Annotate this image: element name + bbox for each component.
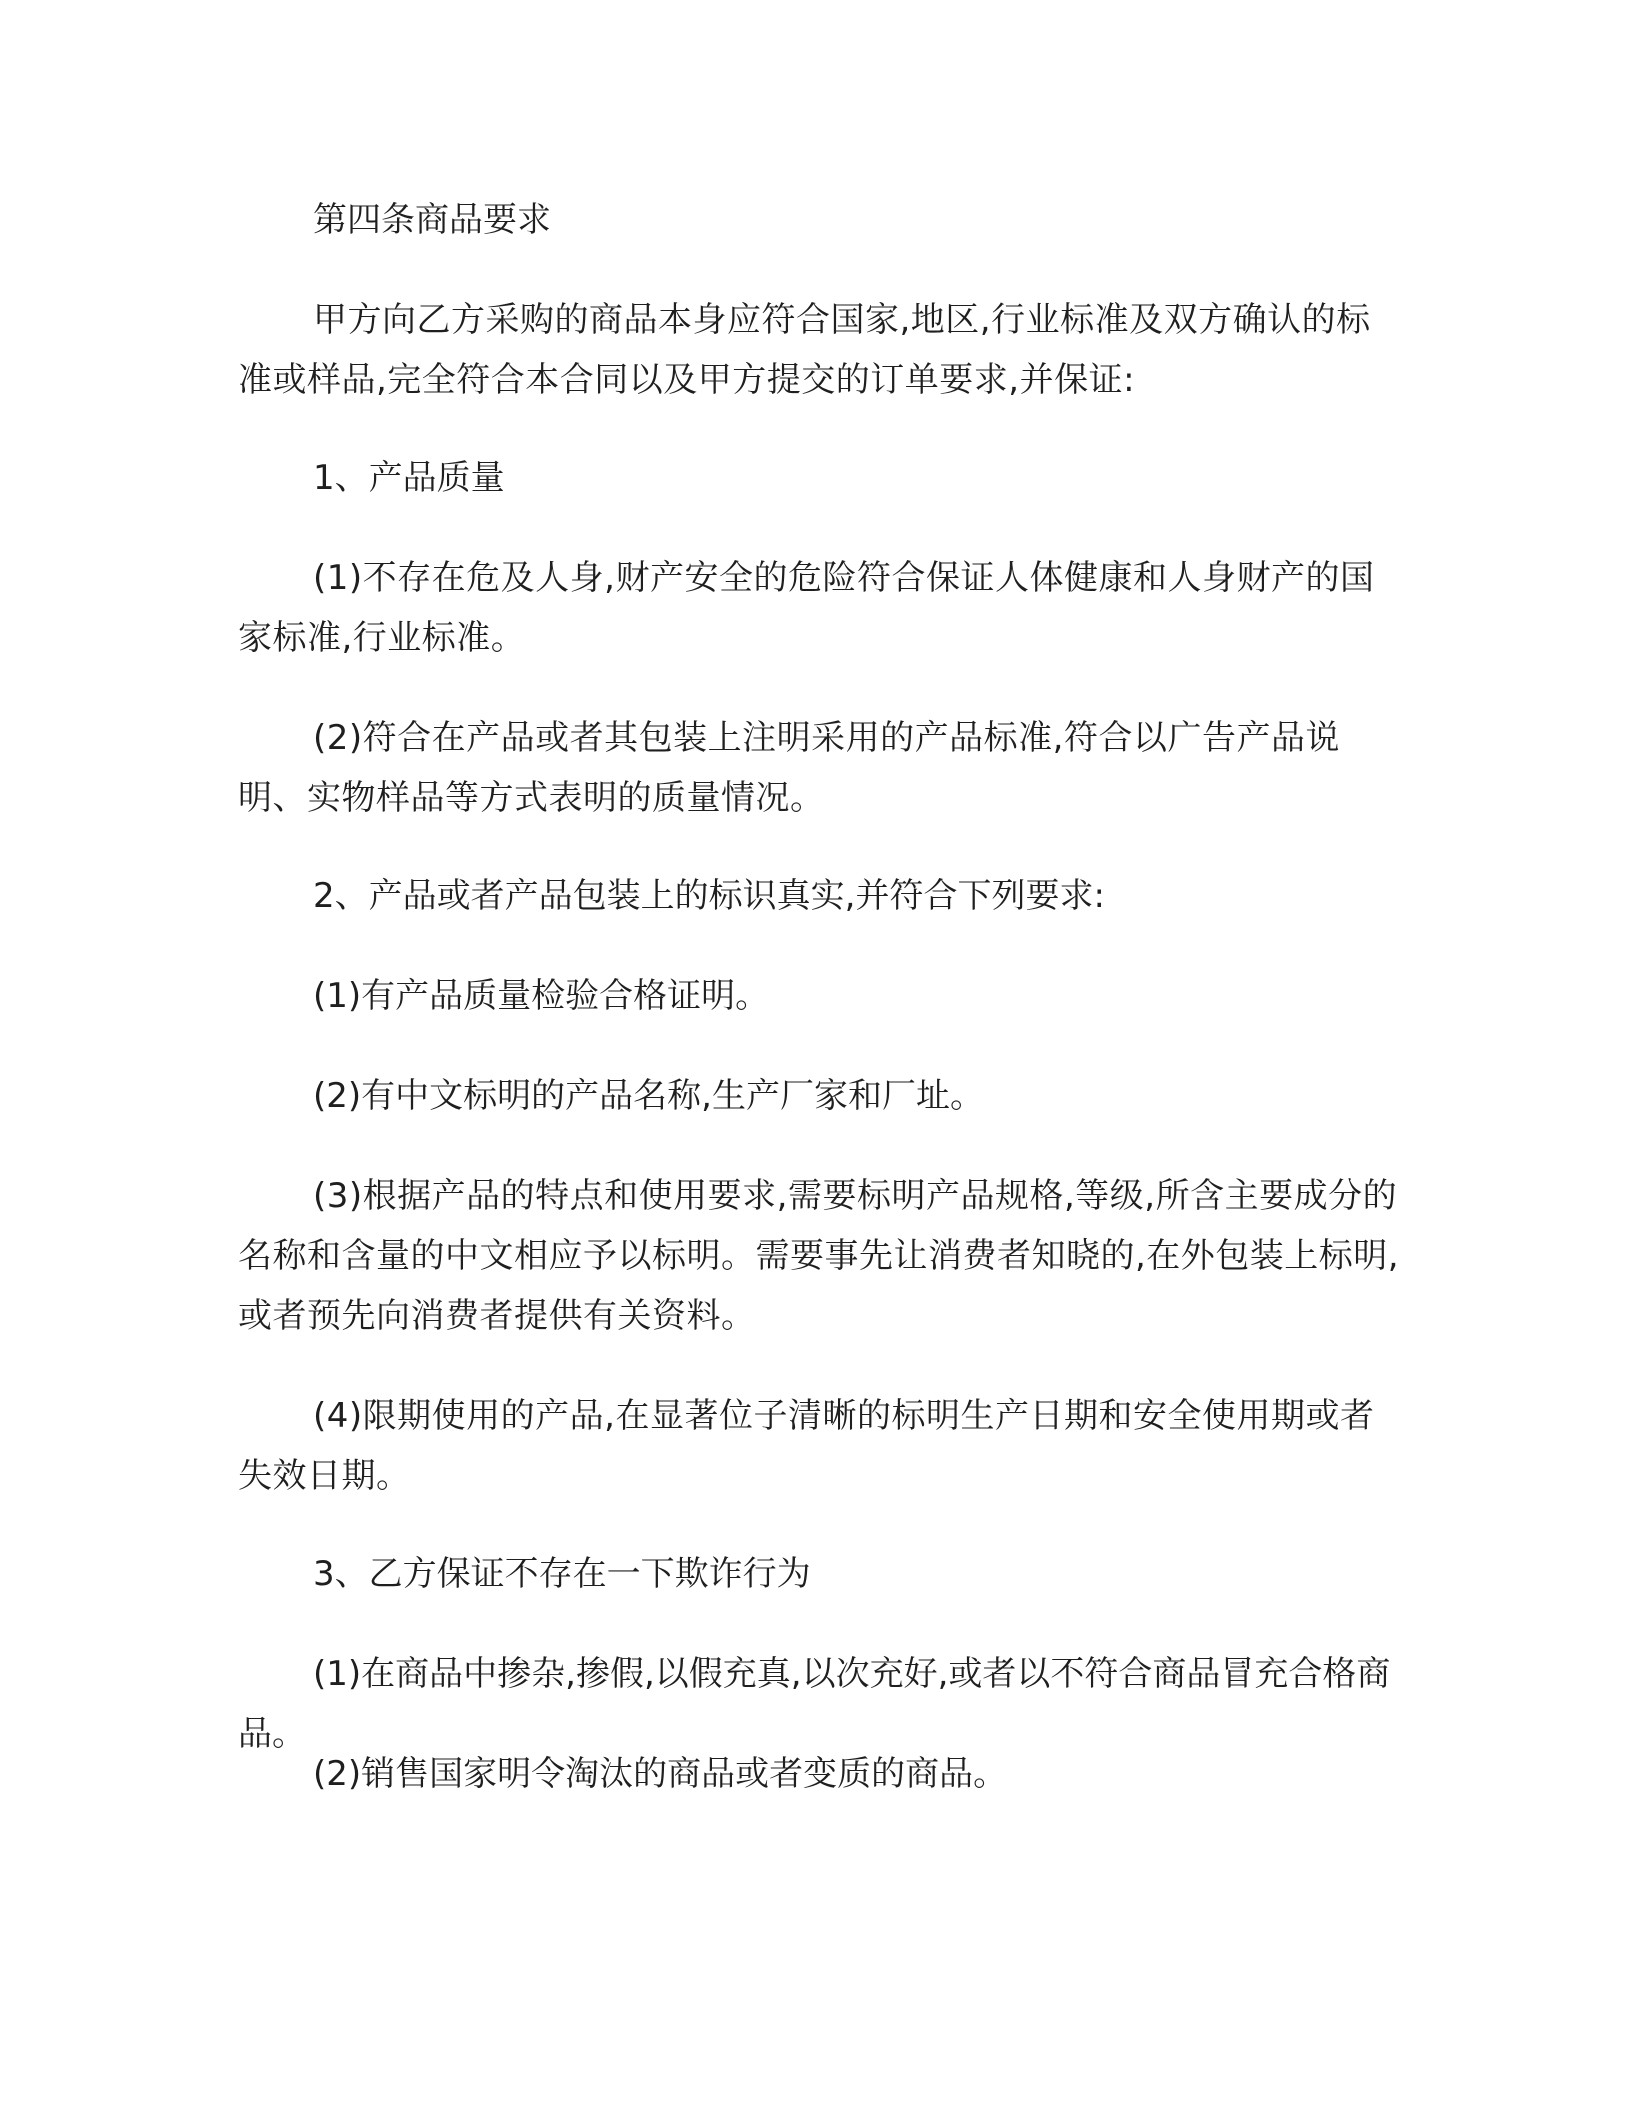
article-title: 第四条商品要求 xyxy=(313,200,551,240)
section1-item2: (2)符合在产品或者其包装上注明采用的产品标准,符合以广告产品说明、实物样品等方式表明的质量情况。 xyxy=(238,718,1340,818)
section1-item1: (1)不存在危及人身,财产安全的危险符合保证人体健康和人身财产的国家标准,行业标准。 xyxy=(238,558,1375,658)
section3-item2: (2)销售国家明令淘汰的商品或者变质的商品。 xyxy=(313,1754,1008,1794)
section2-item4: (4)限期使用的产品,在显著位子清晰的标明生产日期和安全使用期或者失效日期。 xyxy=(238,1396,1375,1496)
section-heading-fraud: 3、乙方保证不存在一下欺诈行为 xyxy=(313,1554,811,1594)
section2-item3: (3)根据产品的特点和使用要求,需要标明产品规格,等级,所含主要成分的名称和含量的中文相应予以标明。需要事先让消费者知晓的,在外包装上标明,或者预先向消费者提供有关资料。 xyxy=(238,1176,1400,1336)
section2-item1: (1)有产品质量检验合格证明。 xyxy=(313,976,770,1016)
section-heading-labeling: 2、产品或者产品包装上的标识真实,并符合下列要求: xyxy=(313,876,1105,916)
section-heading-product-quality: 1、产品质量 xyxy=(313,458,505,498)
section2-item2: (2)有中文标明的产品名称,生产厂家和厂址。 xyxy=(313,1076,984,1116)
section3-item1: (1)在商品中掺杂,掺假,以假充真,以次充好,或者以不符合商品冒充合格商品。 xyxy=(238,1654,1391,1754)
intro-paragraph: 甲方向乙方采购的商品本身应符合国家,地区,行业标准及双方确认的标准或样品,完全符合本合同以及甲方提交的订单要求,并保证: xyxy=(238,300,1371,400)
